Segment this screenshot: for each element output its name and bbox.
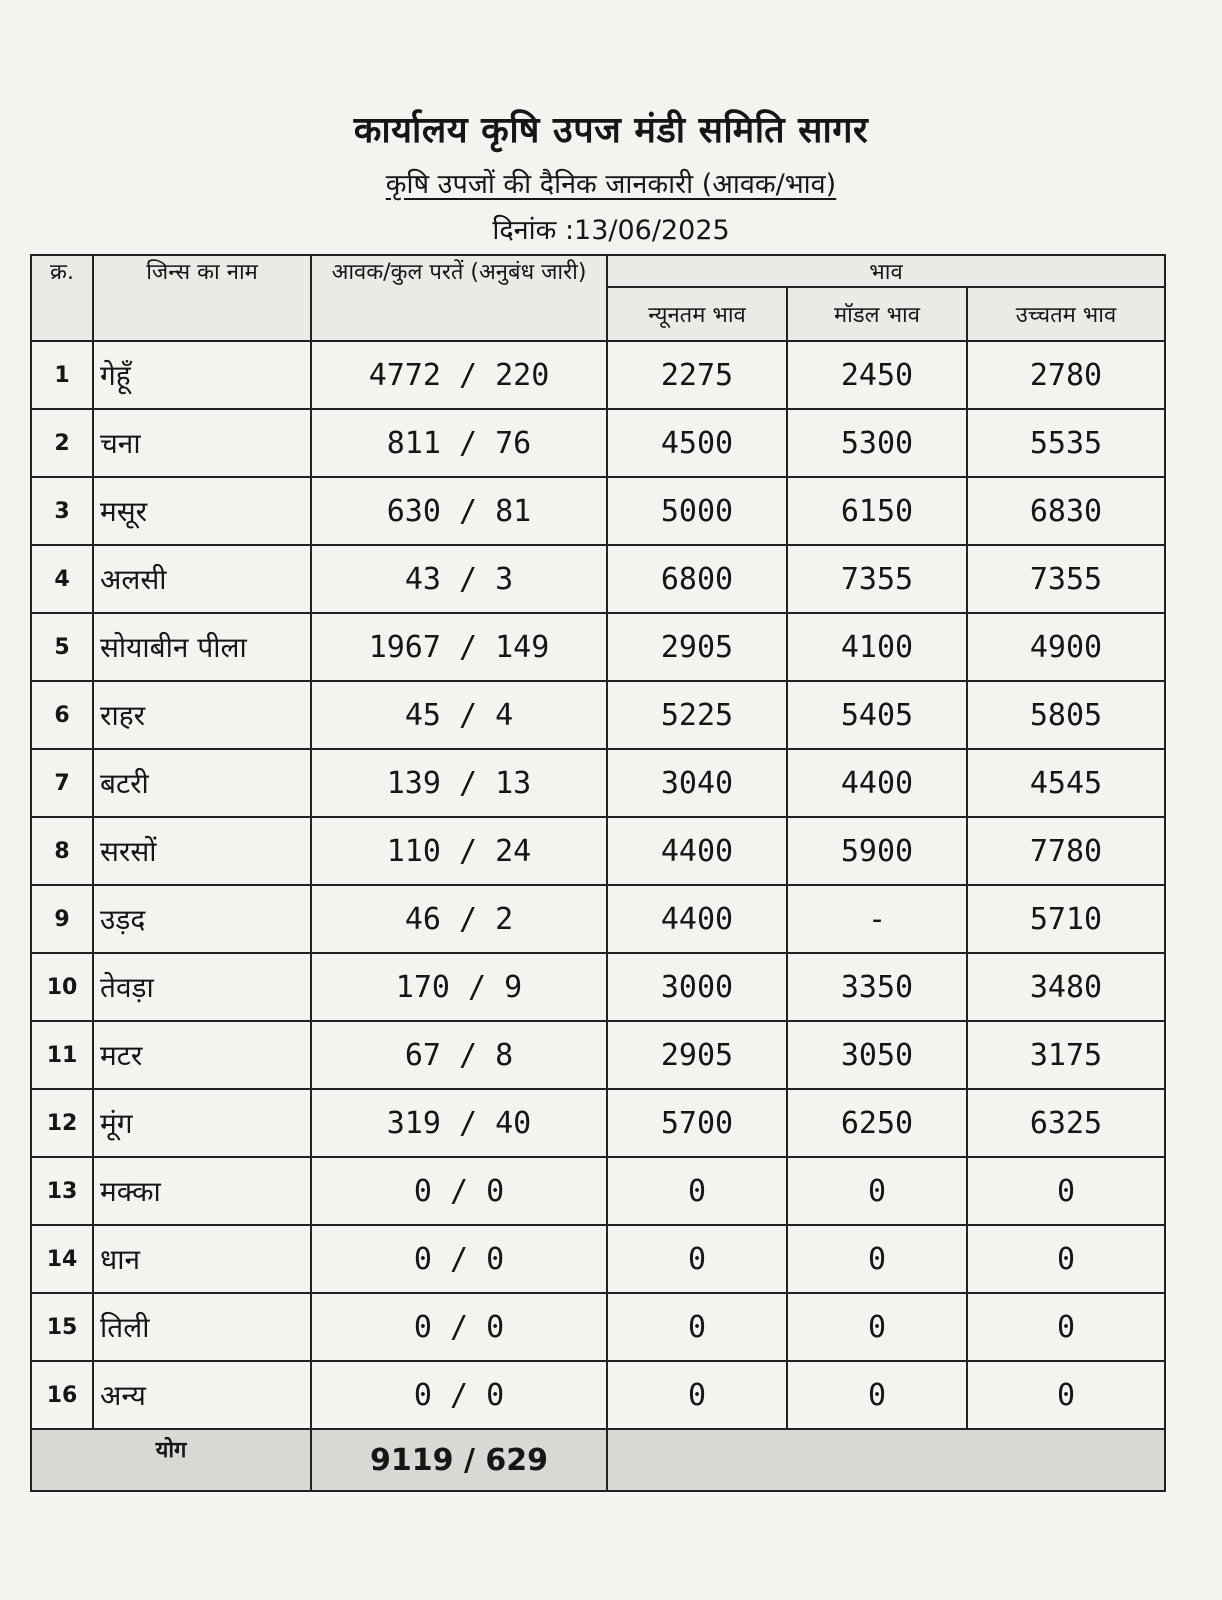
table-row xyxy=(31,749,1165,817)
min-price-cell: 4400 xyxy=(607,817,787,885)
commodity-cell: सरसों xyxy=(93,817,311,885)
commodity-cell: तेवड़ा xyxy=(93,953,311,1021)
commodity-cell: धान xyxy=(93,1225,311,1293)
commodity-cell: बटरी xyxy=(93,749,311,817)
max-price-cell: 0 xyxy=(967,1293,1165,1361)
modal-price-cell: 3050 xyxy=(787,1021,967,1089)
arrival-cell: 110 / 24 xyxy=(311,817,607,885)
commodity-cell: सोयाबीन पीला xyxy=(93,613,311,681)
modal-price-cell: 4400 xyxy=(787,749,967,817)
serial-cell: 10 xyxy=(31,953,93,1021)
serial-cell: 12 xyxy=(31,1089,93,1157)
serial-cell: 9 xyxy=(31,885,93,953)
table-row xyxy=(31,1225,1165,1293)
modal-price-cell: 5900 xyxy=(787,817,967,885)
arrival-cell: 1967 / 149 xyxy=(311,613,607,681)
modal-price-cell: 0 xyxy=(787,1361,967,1429)
serial-cell: 4 xyxy=(31,545,93,613)
table-row xyxy=(31,1157,1165,1225)
table-row xyxy=(31,1361,1165,1429)
max-price-cell: 4900 xyxy=(967,613,1165,681)
serial-cell: 3 xyxy=(31,477,93,545)
arrival-cell: 43 / 3 xyxy=(311,545,607,613)
serial-cell: 6 xyxy=(31,681,93,749)
min-price-cell: 4400 xyxy=(607,885,787,953)
serial-cell: 14 xyxy=(31,1225,93,1293)
arrival-cell: 45 / 4 xyxy=(311,681,607,749)
table-row xyxy=(31,613,1165,681)
modal-price-cell: 3350 xyxy=(787,953,967,1021)
table-row xyxy=(31,817,1165,885)
min-price-cell: 6800 xyxy=(607,545,787,613)
max-price-cell: 7780 xyxy=(967,817,1165,885)
min-price-cell: 0 xyxy=(607,1361,787,1429)
max-price-cell: 4545 xyxy=(967,749,1165,817)
table-row xyxy=(31,477,1165,545)
header-max-price: उच्चतम भाव xyxy=(967,287,1165,341)
total-blank xyxy=(607,1429,1165,1491)
modal-price-cell: 7355 xyxy=(787,545,967,613)
table-row xyxy=(31,885,1165,953)
max-price-cell: 2780 xyxy=(967,341,1165,409)
min-price-cell: 4500 xyxy=(607,409,787,477)
arrival-cell: 170 / 9 xyxy=(311,953,607,1021)
modal-price-cell: 6150 xyxy=(787,477,967,545)
serial-cell: 1 xyxy=(31,341,93,409)
max-price-cell: 6830 xyxy=(967,477,1165,545)
header-serial: क्र. xyxy=(31,255,93,341)
table-row xyxy=(31,1089,1165,1157)
serial-cell: 5 xyxy=(31,613,93,681)
commodity-cell: तिली xyxy=(93,1293,311,1361)
modal-price-cell: 2450 xyxy=(787,341,967,409)
min-price-cell: 0 xyxy=(607,1293,787,1361)
max-price-cell: 5535 xyxy=(967,409,1165,477)
arrival-cell: 0 / 0 xyxy=(311,1225,607,1293)
max-price-cell: 0 xyxy=(967,1157,1165,1225)
commodity-cell: राहर xyxy=(93,681,311,749)
header-commodity: जिन्स का नाम xyxy=(93,255,311,341)
header-price-group: भाव xyxy=(607,255,1165,287)
max-price-cell: 5710 xyxy=(967,885,1165,953)
arrival-cell: 0 / 0 xyxy=(311,1361,607,1429)
arrival-cell: 319 / 40 xyxy=(311,1089,607,1157)
modal-price-cell: 5405 xyxy=(787,681,967,749)
min-price-cell: 0 xyxy=(607,1225,787,1293)
modal-price-cell: - xyxy=(787,885,967,953)
min-price-cell: 5700 xyxy=(607,1089,787,1157)
office-title: कार्यालय कृषि उपज मंडी समिति सागर xyxy=(353,110,869,151)
price-table xyxy=(30,254,1166,1492)
report-subtitle xyxy=(0,164,1222,201)
serial-cell: 16 xyxy=(31,1361,93,1429)
min-price-cell: 3040 xyxy=(607,749,787,817)
commodity-cell: मटर xyxy=(93,1021,311,1089)
serial-cell: 13 xyxy=(31,1157,93,1225)
table-row xyxy=(31,681,1165,749)
report-subtitle-text: कृषि उपजों की दैनिक जानकारी (आवक/भाव) xyxy=(385,169,837,200)
min-price-cell: 5225 xyxy=(607,681,787,749)
min-price-cell: 2275 xyxy=(607,341,787,409)
header-min-price: न्यूनतम भाव xyxy=(607,287,787,341)
arrival-cell: 811 / 76 xyxy=(311,409,607,477)
serial-cell: 15 xyxy=(31,1293,93,1361)
commodity-cell: उड़द xyxy=(93,885,311,953)
modal-price-cell: 5300 xyxy=(787,409,967,477)
table-row xyxy=(31,953,1165,1021)
serial-cell: 11 xyxy=(31,1021,93,1089)
modal-price-cell: 4100 xyxy=(787,613,967,681)
commodity-cell: अलसी xyxy=(93,545,311,613)
total-arrival: 9119 / 629 xyxy=(311,1429,607,1491)
header-arrival: आवक/कुल परतें (अनुबंध जारी) xyxy=(311,255,607,341)
header-modal-price: मॉडल भाव xyxy=(787,287,967,341)
commodity-cell: मूंग xyxy=(93,1089,311,1157)
serial-cell: 8 xyxy=(31,817,93,885)
arrival-cell: 46 / 2 xyxy=(311,885,607,953)
commodity-cell: मसूर xyxy=(93,477,311,545)
min-price-cell: 2905 xyxy=(607,613,787,681)
arrival-cell: 0 / 0 xyxy=(311,1157,607,1225)
min-price-cell: 5000 xyxy=(607,477,787,545)
arrival-cell: 630 / 81 xyxy=(311,477,607,545)
total-row xyxy=(31,1429,1165,1491)
modal-price-cell: 0 xyxy=(787,1157,967,1225)
max-price-cell: 5805 xyxy=(967,681,1165,749)
commodity-cell: गेहूँ xyxy=(93,341,311,409)
min-price-cell: 3000 xyxy=(607,953,787,1021)
modal-price-cell: 0 xyxy=(787,1293,967,1361)
commodity-cell: अन्य xyxy=(93,1361,311,1429)
table-row xyxy=(31,1293,1165,1361)
arrival-cell: 4772 / 220 xyxy=(311,341,607,409)
table-row xyxy=(31,1021,1165,1089)
min-price-cell: 2905 xyxy=(607,1021,787,1089)
table-row xyxy=(31,341,1165,409)
arrival-cell: 139 / 13 xyxy=(311,749,607,817)
max-price-cell: 3480 xyxy=(967,953,1165,1021)
table-row xyxy=(31,545,1165,613)
arrival-cell: 67 / 8 xyxy=(311,1021,607,1089)
serial-cell: 7 xyxy=(31,749,93,817)
max-price-cell: 3175 xyxy=(967,1021,1165,1089)
commodity-cell: चना xyxy=(93,409,311,477)
modal-price-cell: 6250 xyxy=(787,1089,967,1157)
max-price-cell: 0 xyxy=(967,1361,1165,1429)
max-price-cell: 7355 xyxy=(967,545,1165,613)
table-row xyxy=(31,409,1165,477)
arrival-cell: 0 / 0 xyxy=(311,1293,607,1361)
max-price-cell: 0 xyxy=(967,1225,1165,1293)
serial-cell: 2 xyxy=(31,409,93,477)
commodity-cell: मक्का xyxy=(93,1157,311,1225)
max-price-cell: 6325 xyxy=(967,1089,1165,1157)
report-date: दिनांक :13/06/2025 xyxy=(492,215,730,246)
modal-price-cell: 0 xyxy=(787,1225,967,1293)
total-label: योग xyxy=(31,1429,311,1491)
min-price-cell: 0 xyxy=(607,1157,787,1225)
